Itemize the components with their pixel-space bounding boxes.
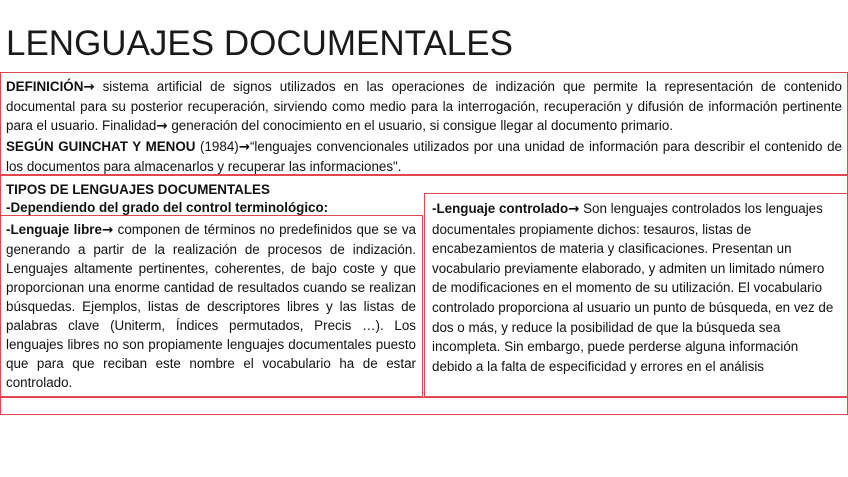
definition-box — [0, 72, 848, 175]
controlado-box — [424, 193, 848, 397]
tipos-heading: TIPOS DE LENGUAJES DOCUMENTALES — [6, 182, 270, 197]
controlado-label: -Lenguaje controlado — [432, 201, 569, 216]
definition-paragraph — [6, 77, 842, 137]
segun-text: “lenguajes convencionales utilizados por una unidad de información para describir el contenido de los documentos para almacenarlos y recuperar las informaciones". — [6, 138, 842, 174]
arrow-right-icon: → — [238, 139, 250, 155]
definition-text: sistema artificial de signos utilizados en las operaciones de indización que permite la representación de contenido documental para su posterior recuperación, sirviendo como medio para la interrogación, recuperación y difusión de información pertinente para el usuario. Finalidad — [6, 79, 842, 134]
segun-paragraph — [6, 137, 842, 176]
arrow-right-icon: → — [156, 119, 168, 135]
segun-year: (1984) — [195, 138, 239, 154]
libre-label: -Lenguaje libre — [6, 222, 102, 237]
libre-text: componen de términos no predefinidos que se va generando a partir de la realización de procesos de indización. Lenguajes altamente pertinentes, coherentes, de bajo coste y que proporcionan una enorme cantidad de resultados cuando se realizan búsquedas. Ejemplos, listas de descriptores libres y las listas de palabras clave (Uniterm, Índices permutados, Precis …). Los lenguajes libres no son propiamente lenguajes documentales puesto que para que reciban este nombre el vocabulario ha de estar controlado. — [6, 222, 416, 390]
arrow-right-icon: → — [568, 202, 580, 217]
segun-label: SEGÚN GUINCHAT Y MENOU — [6, 138, 196, 154]
controlado-paragraph — [432, 199, 839, 376]
arrow-right-icon: → — [101, 223, 114, 238]
libre-paragraph — [6, 220, 416, 392]
divider — [0, 397, 848, 398]
libre-box — [0, 215, 423, 397]
tipos-subheading: -Dependiendo del grado del control terminológico: — [6, 200, 329, 215]
page-title: LENGUAJES DOCUMENTALES — [6, 24, 513, 63]
arrow-right-icon: → — [83, 80, 95, 95]
definition-label: DEFINICIÓN — [6, 79, 84, 94]
finalidad-text: generación del conocimiento en el usuario, si consigue llegar al documento primario. — [167, 118, 674, 134]
controlado-text: Son lenguajes controlados los lenguajes documentales propiamente dichos: tesauros, listas de encabezamientos de materia y clasificaciones. Presentan un vocabulario previamente elaborado, y admiten un limitado número de modificaciones en el momento de su utilización. El vocabulario controlado proporciona al usuario un punto de búsqueda, en vez de dos o más, y reduce la posibilidad de que la búsqueda sea incompleta. Sin embargo, puede perderse alguna información debido a la falta de especificidad y errores en el análisis — [432, 201, 834, 374]
